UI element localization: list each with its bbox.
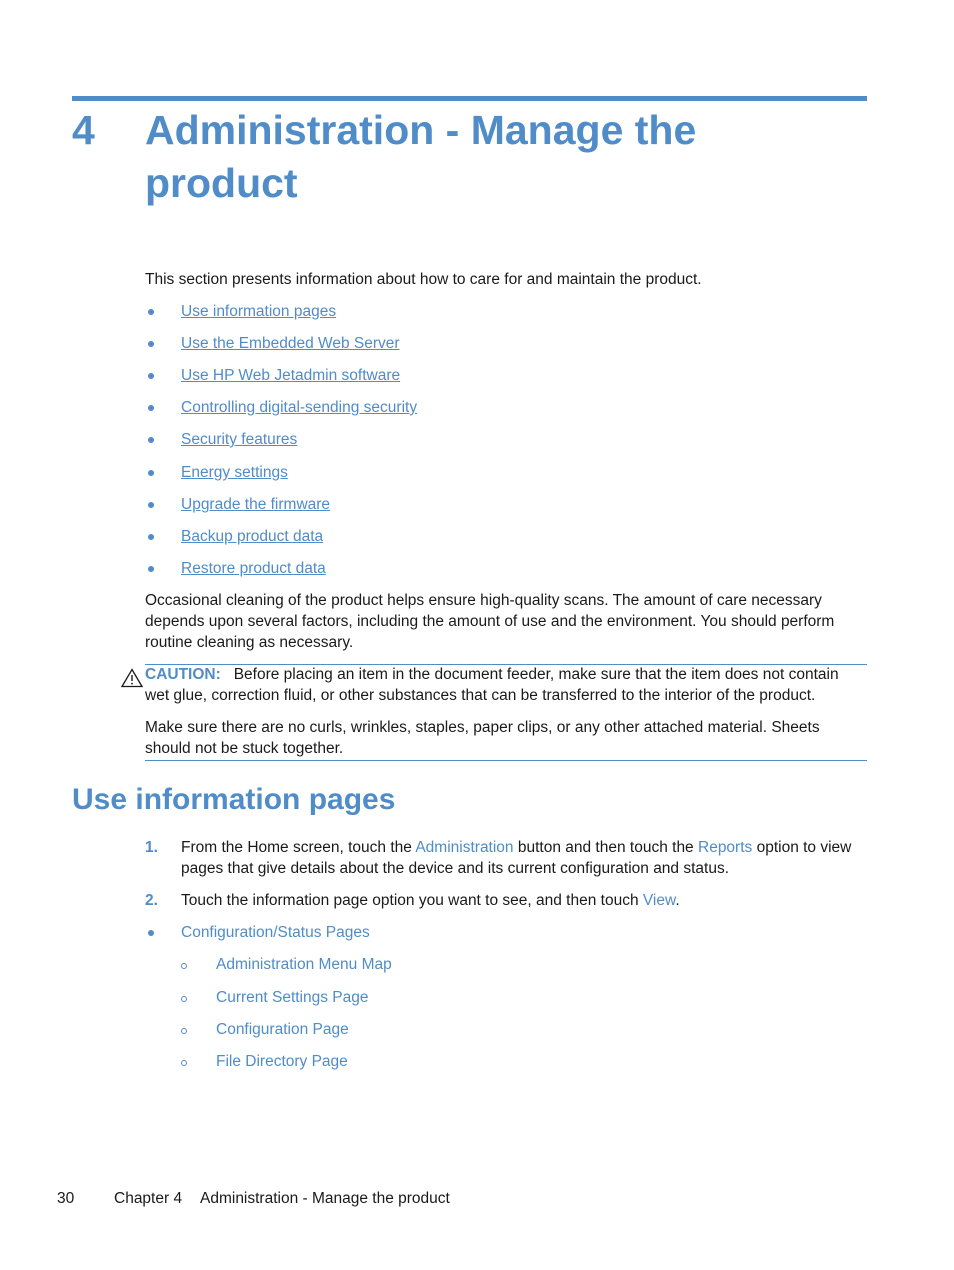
step-number: 2. xyxy=(145,892,158,909)
footer-title: Administration - Manage the product xyxy=(200,1190,450,1207)
bullet-icon xyxy=(148,566,154,572)
sub-bullet-icon xyxy=(181,963,187,969)
step-number: 1. xyxy=(145,839,158,856)
cleaning-paragraph: Occasional cleaning of the product helps ensure high-quality scans. The amount of care necessary depends upon several factors, including the amount of use and the environment. You should perform routine cleaning as necessary. xyxy=(145,592,835,651)
toc-link-energy-settings[interactable]: Energy settings xyxy=(181,464,288,481)
sub-bullet-icon xyxy=(181,1060,187,1066)
step-1-text-pre: From the Home screen, touch the xyxy=(181,839,416,856)
bullet-icon xyxy=(148,309,154,315)
caution-bottom-rule xyxy=(145,760,867,761)
intro-text: This section presents information about how to care for and maintain the product. xyxy=(145,271,702,288)
bullet-icon xyxy=(148,437,154,443)
step-2-text xyxy=(181,890,866,911)
toc-link-upgrade-firmware[interactable]: Upgrade the firmware xyxy=(181,496,331,513)
sub-bullet-icon xyxy=(181,1028,187,1034)
bullet-icon xyxy=(148,470,154,476)
file-directory-page-link[interactable]: File Directory Page xyxy=(216,1053,348,1070)
administration-menu-map-link[interactable]: Administration Menu Map xyxy=(216,956,392,973)
chapter-number: 4 xyxy=(72,107,95,153)
section-title: Use information pages xyxy=(72,783,396,816)
toc-link-embedded-web-server[interactable]: Use the Embedded Web Server xyxy=(181,335,400,352)
caution-icon xyxy=(121,668,143,688)
toc-link-use-information-pages[interactable]: Use information pages xyxy=(181,303,337,320)
caution-text: Before placing an item in the document feeder, make sure that the item does not contain wet glue, correction fluid, or other substances that can be transferred to the interior of the product. xyxy=(145,666,839,704)
caution-extra-text: Make sure there are no curls, wrinkles, staples, paper clips, or any other attached material. Sheets should not be stuck together. xyxy=(145,719,820,757)
reports-link[interactable]: Reports xyxy=(698,839,753,856)
step-2-text-post: . xyxy=(675,892,680,909)
footer-chapter: Chapter 4 xyxy=(114,1190,183,1207)
bullet-icon xyxy=(148,341,154,347)
bullet-icon xyxy=(148,373,154,379)
toc-link-digital-sending-security[interactable]: Controlling digital-sending security xyxy=(181,399,418,416)
step-1-text-post: option to view pages that give details about the device and its current configuration and status. xyxy=(181,839,852,877)
step-1-text xyxy=(181,837,866,879)
current-settings-page-link[interactable]: Current Settings Page xyxy=(216,989,369,1006)
page-number: 30 xyxy=(57,1190,75,1207)
toc-link-backup-product-data[interactable]: Backup product data xyxy=(181,528,324,545)
toc-link-security-features[interactable]: Security features xyxy=(181,431,298,448)
sub-bullet-icon xyxy=(181,996,187,1002)
chapter-top-rule xyxy=(72,96,867,101)
administration-link[interactable]: Administration xyxy=(415,839,514,856)
bullet-icon xyxy=(148,534,154,540)
configuration-status-pages-link[interactable]: Configuration/Status Pages xyxy=(181,924,370,941)
bullet-icon xyxy=(148,502,154,508)
step-2-text-pre: Touch the information page option you want to see, and then touch xyxy=(181,892,643,909)
step-1-text-mid: button and then touch the xyxy=(513,839,698,856)
bullet-icon xyxy=(148,930,154,936)
view-link[interactable]: View xyxy=(642,892,676,909)
chapter-title: Administration - Manage the product xyxy=(145,107,697,206)
bullet-icon xyxy=(148,405,154,411)
toc-link-web-jetadmin[interactable]: Use HP Web Jetadmin software xyxy=(181,367,401,384)
toc-link-restore-product-data[interactable]: Restore product data xyxy=(181,560,326,577)
caution-label: CAUTION: xyxy=(145,666,221,683)
caution-note xyxy=(145,664,863,706)
configuration-page-link[interactable]: Configuration Page xyxy=(216,1021,349,1038)
